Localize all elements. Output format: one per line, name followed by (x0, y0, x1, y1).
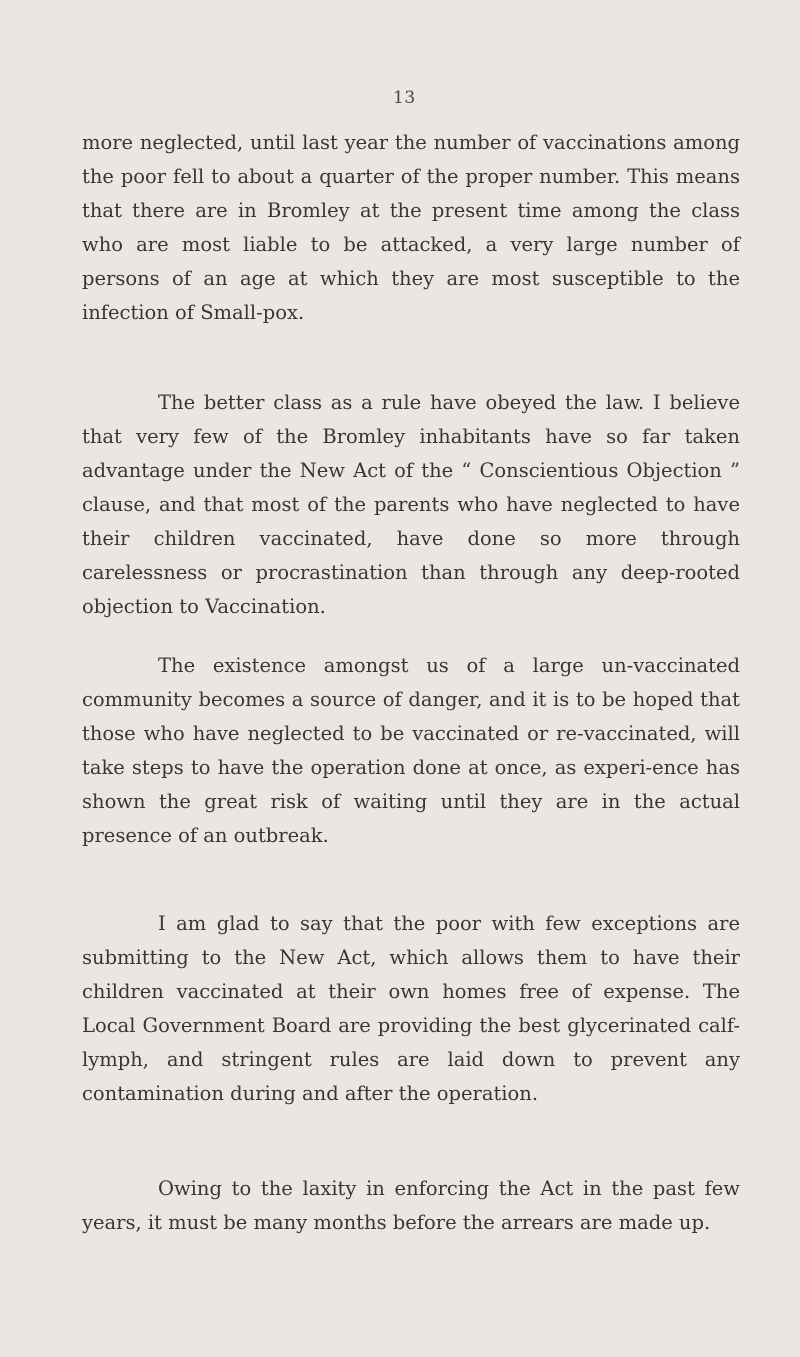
paragraph-neglected-vaccinations: more neglected, until last year the number of vaccinations among the poor fell to about a quarter of the proper number. This means that there are in Bromley at the present time among the class who are most liable to be attacked, a very large number of persons of an age at which they are most susceptible to the infection of Small-pox. (82, 131, 740, 324)
paragraph-arrears: Owing to the laxity in enforcing the Act in the past few years, it must be many months before the arrears are made up. (82, 1177, 740, 1234)
paragraph-better-class: The better class as a rule have obeyed the law. I believe that very few of the Bromley inhabitants have so far taken advantage under the New Act of the “ Conscientious Objection ” clause, and that most of the parents who have neglected to have their children vaccinated, have done so more through carelessness or procrastination than through any deep-rooted objection to Vaccination. (82, 391, 740, 618)
paragraph-unvaccinated-community: The existence amongst us of a large un-vaccinated community becomes a source of danger, and it is to be hoped that those who have neglected to be vaccinated or re-vaccinated, will take steps to have the operation done at once, as experi-ence has shown the great risk of waiting until they are in the actual presence of an outbreak. (82, 654, 740, 847)
page-number: 13 (393, 88, 416, 108)
paragraph-new-act: I am glad to say that the poor with few exceptions are submitting to the New Act, which allows them to have their children vaccinated at their own homes free of expense. The Local Government Board are providing the best glycerinated calf-lymph, and stringent rules are laid down to prevent any contamination during and after the operation. (82, 912, 740, 1105)
